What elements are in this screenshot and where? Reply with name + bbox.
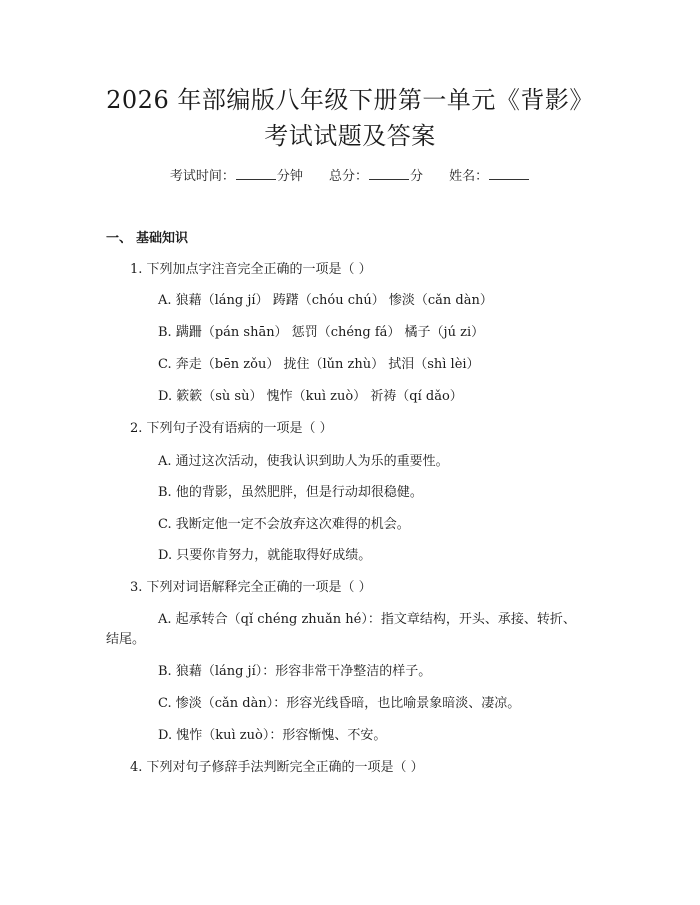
question-option: A. 起承转合（qǐ chéng zhuǎn hé）：指文章结构，开头、承接、转折、 xyxy=(158,612,576,627)
total-score-blank xyxy=(369,167,409,180)
section-title: 基础知识 xyxy=(136,231,189,246)
student-name-blank xyxy=(489,167,529,180)
total-score-label: 总分： xyxy=(328,169,368,184)
document-subtitle: 考试试题及答案 xyxy=(264,122,436,150)
exam-time-unit: 分钟 xyxy=(276,169,303,184)
exam-time-field xyxy=(170,167,303,187)
question-stem: 3. 下列对词语解释完全正确的一项是（ ） xyxy=(130,580,372,595)
total-score-field xyxy=(329,167,423,187)
student-name-field xyxy=(449,167,530,187)
exam-info-line xyxy=(0,167,700,187)
question-option: C. 奔走（bēn zǒu） 拢住（lǔn zhù） 拭泪（shì lèi） xyxy=(158,357,480,372)
question-option: A. 通过这次活动，使我认识到助人为乐的重要性。 xyxy=(158,454,449,469)
question-option: B. 他的背影，虽然肥胖，但是行动却很稳健。 xyxy=(158,485,423,500)
section-heading xyxy=(106,229,188,249)
question-stem: 1. 下列加点字注音完全正确的一项是（ ） xyxy=(130,262,372,277)
question-option: D. 只要你肯努力，就能取得好成绩。 xyxy=(158,548,372,563)
question-option: C. 惨淡（cǎn dàn）：形容光线昏暗，也比喻景象暗淡、凄凉。 xyxy=(158,696,521,711)
total-score-unit: 分 xyxy=(410,169,424,184)
question-option-continuation: 结尾。 xyxy=(106,632,146,647)
document-title: 2026 年部编版八年级下册第一单元《背影》 xyxy=(106,86,594,114)
question-option: D. 簌簌（sù sù） 愧怍（kuì zuò） 祈祷（qí dǎo） xyxy=(158,389,463,404)
exam-time-label: 考试时间： xyxy=(169,169,235,184)
student-name-label: 姓名： xyxy=(449,169,489,184)
question-option: B. 蹒跚（pán shān） 惩罚（chéng fá） 橘子（jú zi） xyxy=(158,325,485,340)
question-option: B. 狼藉（láng jí）：形容非常干净整洁的样子。 xyxy=(158,664,432,679)
question-option: A. 狼藉（láng jí） 踌躇（chóu chú） 惨淡（cǎn dàn） xyxy=(158,293,493,308)
question-stem: 4. 下列对句子修辞手法判断完全正确的一项是（ ） xyxy=(130,760,424,775)
question-stem: 2. 下列句子没有语病的一项是（ ） xyxy=(130,421,333,436)
section-number: 一、 xyxy=(106,231,133,246)
question-option: C. 我断定他一定不会放弃这次难得的机会。 xyxy=(158,517,410,532)
question-option: D. 愧怍（kuì zuò）：形容惭愧、不安。 xyxy=(158,728,387,743)
exam-time-blank xyxy=(236,167,276,180)
